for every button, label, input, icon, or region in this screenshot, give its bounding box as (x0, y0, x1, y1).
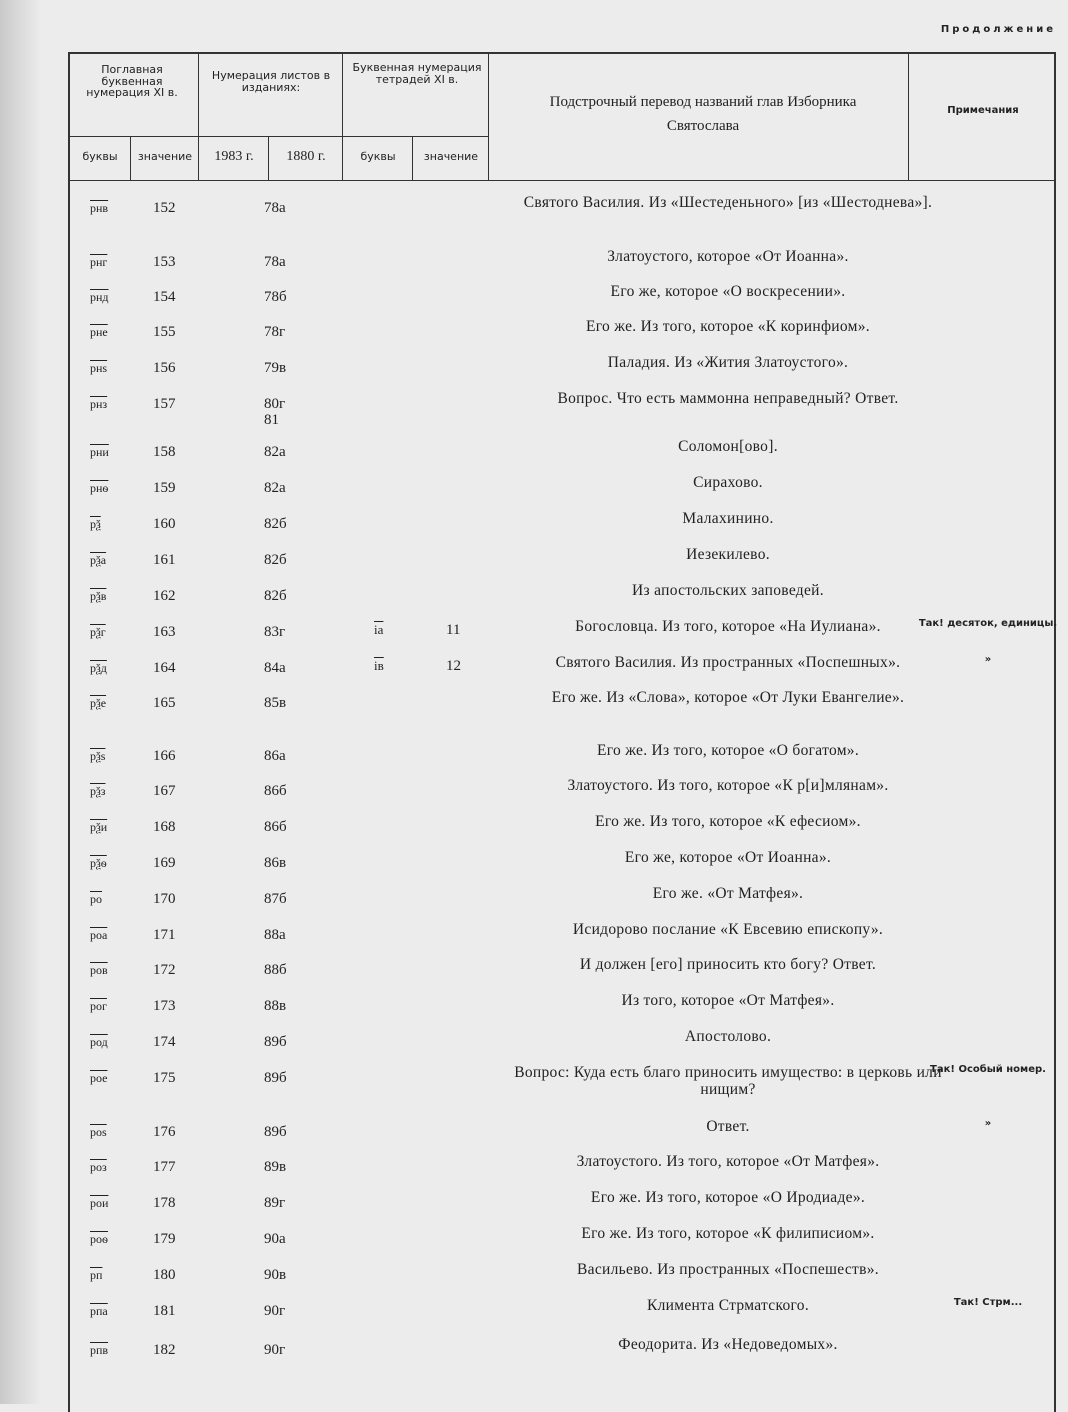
row-title: Сирахово. (693, 474, 763, 491)
table-row (68, 1189, 1056, 1227)
row-letter: рѯи (90, 820, 108, 834)
row-sheet-1983: 78б (264, 289, 287, 305)
header-sub-letters: буквы (82, 150, 118, 163)
row-value: 174 (153, 1034, 176, 1050)
row-letter: ро (90, 892, 102, 906)
row-sheet-1983: 90г (264, 1342, 286, 1358)
row-letter: рѯѕ (90, 749, 106, 763)
row-note: Так! Особый номер. (930, 1064, 1046, 1075)
row-sheet-1983: 82а (264, 480, 286, 496)
row-note: » (984, 1118, 992, 1129)
row-letter: рое (90, 1071, 108, 1085)
row-sheet-1983: 90а (264, 1231, 286, 1247)
row-title: Соломон[ово]. (678, 438, 778, 455)
row-title: Его же, которое «От Иоанна». (624, 849, 832, 866)
header-sub-rule-1 (68, 136, 198, 137)
row-title: Ответ. (706, 1118, 750, 1135)
table-row (68, 1336, 1056, 1374)
row-sheet-1983: 82а (264, 444, 286, 460)
row-title: Паладия. Из «Жития Златоустого». (607, 354, 849, 371)
row-value: 161 (153, 552, 176, 568)
row-sheet-1983: 78г (264, 324, 286, 340)
header-divider (268, 136, 269, 180)
row-letter: роѕ (90, 1125, 107, 1139)
table-row (68, 390, 1056, 428)
row-letter: ров (90, 963, 108, 977)
row-letter: рнг (90, 255, 108, 269)
row-sheet-1983: 87б (264, 891, 287, 907)
header-divider (908, 52, 909, 180)
row-sheet-1983: 89б (264, 1124, 287, 1140)
row-title: Вопрос: Куда есть благо приносить имущество: в церковь или нищим? (514, 1064, 942, 1098)
row-sheet-1983: 89б (264, 1034, 287, 1050)
row-title: Из того, которое «От Матфея». (621, 992, 835, 1009)
row-letter: рнѳ (90, 481, 109, 495)
row-note: » (984, 654, 992, 665)
row-value: 153 (153, 254, 176, 270)
row-title: Златоустого, которое «От Иоанна». (607, 248, 849, 265)
row-title: Его же. Из того, которое «К ефесиом». (595, 813, 861, 830)
table-row (68, 1064, 1056, 1102)
header-sub-rule-3 (342, 136, 488, 137)
row-sheet-1983: 83г (264, 624, 286, 640)
row-sheet-1983: 86б (264, 783, 287, 799)
row-value: 180 (153, 1267, 176, 1283)
row-title: Его же. «От Матфея». (652, 885, 804, 902)
row-value: 177 (153, 1159, 176, 1175)
table-row (68, 1261, 1056, 1299)
row-letter: рп (90, 1268, 103, 1282)
table-row (68, 1225, 1056, 1263)
row-sheet-1983: 86в (264, 855, 287, 871)
row-title: Климента Стрматского. (646, 1297, 810, 1314)
row-value: 166 (153, 748, 176, 764)
row-title: Его же. Из того, которое «О Иродиаде». (590, 1189, 866, 1206)
row-value: 163 (153, 624, 176, 640)
row-value: 178 (153, 1195, 176, 1211)
row-notebook-value: 11 (446, 622, 461, 638)
row-letter: рнв (90, 201, 109, 215)
row-sheet-1983: 78а (264, 200, 286, 216)
row-notebook-letter: іа (374, 622, 384, 637)
header-sub-value: значение (137, 150, 193, 163)
row-value: 160 (153, 516, 176, 532)
row-letter: рѯе (90, 696, 107, 710)
header-bottom-rule (68, 180, 1056, 181)
row-value: 179 (153, 1231, 176, 1247)
header-sub-letters-notebook: буквы (360, 150, 396, 163)
row-sheet-1983: 89в (264, 1159, 287, 1175)
table-row (68, 283, 1056, 321)
header-notes: Примечания (947, 105, 1019, 116)
row-title: Апостолово. (684, 1028, 772, 1045)
row-letter: рѯа (90, 553, 107, 567)
row-letter: роз (90, 1160, 107, 1174)
page-binding-shadow (0, 0, 40, 1404)
row-value: 176 (153, 1124, 176, 1140)
row-title: Его же. Из того, которое «К коринфиом». (586, 318, 870, 335)
row-title: Исидорово послание «К Евсевию епископу». (572, 921, 884, 938)
header-divider (488, 52, 489, 180)
row-sheet-1983: 82б (264, 588, 287, 604)
row-letter: рнѕ (90, 361, 108, 375)
row-value: 158 (153, 444, 176, 460)
row-letter: рни (90, 445, 109, 459)
row-title: Его же, которое «О воскресении». (610, 283, 846, 300)
header-divider (130, 136, 131, 180)
table-row (68, 1028, 1056, 1066)
table-row (68, 1297, 1056, 1335)
row-title: Васильево. Из пространных «Поспешеств». (577, 1261, 879, 1278)
header-sub-1983: 1983 г. (214, 149, 254, 164)
header-initial-numbering: Поглавная буквенная нумерация XI в. (86, 63, 178, 100)
row-value: 182 (153, 1342, 176, 1358)
table-row (68, 849, 1056, 887)
row-letter: рѯѳ (90, 856, 107, 870)
row-sheet-1983: 90в (264, 1267, 287, 1283)
row-value: 156 (153, 360, 176, 376)
row-value: 152 (153, 200, 176, 216)
continued-label: Продолжение (940, 24, 1056, 35)
row-sheet-1983: 88б (264, 962, 287, 978)
table-row (68, 546, 1056, 584)
row-note: Так! Стрм... (953, 1297, 1023, 1308)
row-sheet-1983: 84а (264, 660, 286, 676)
table-row (68, 194, 1056, 232)
table-row (68, 956, 1056, 994)
row-value: 181 (153, 1303, 176, 1319)
row-value: 168 (153, 819, 176, 835)
row-sheet-extra: 81 (264, 412, 279, 428)
row-sheet-1983: 85в (264, 695, 287, 711)
row-value: 159 (153, 480, 176, 496)
row-sheet-1983: 79в (264, 360, 287, 376)
row-sheet-1983: 82б (264, 516, 287, 532)
row-letter: рѯ (90, 517, 101, 531)
row-sheet-1983: 80г (264, 396, 286, 412)
row-sheet-1983: 86а (264, 748, 286, 764)
table-row (68, 474, 1056, 512)
header-notebook-numbering: Буквенная нумерация тетрадей XI в. (352, 61, 482, 86)
row-value: 173 (153, 998, 176, 1014)
row-letter: рѯв (90, 589, 107, 603)
row-title: Вопрос. Что есть маммонна неправедный? Ответ. (557, 390, 899, 407)
row-letter: рне (90, 325, 108, 339)
row-value: 169 (153, 855, 176, 871)
row-value: 155 (153, 324, 176, 340)
table-row (68, 582, 1056, 620)
table-row (68, 248, 1056, 286)
row-value: 170 (153, 891, 176, 907)
header-sub-value-notebook: значение (423, 150, 479, 163)
row-value: 157 (153, 396, 176, 412)
row-title: Феодорита. Из «Недоведомых». (618, 1336, 838, 1353)
header-sheet-numbering: Нумерация листов в изданиях: (211, 69, 331, 94)
table-row (68, 885, 1056, 923)
header-divider (198, 52, 199, 180)
row-note: Так! десяток, единицы. (918, 618, 1058, 629)
row-value: 175 (153, 1070, 176, 1086)
header-divider (412, 136, 413, 180)
row-value: 154 (153, 289, 176, 305)
row-title: Его же. Из того, которое «О богатом». (596, 742, 860, 759)
table-row (68, 742, 1056, 780)
table-row (68, 654, 1056, 692)
row-letter: рнз (90, 397, 108, 411)
row-letter: рѯд (90, 661, 107, 675)
row-letter: рпа (90, 1304, 108, 1318)
row-sheet-1983: 90г (264, 1303, 286, 1319)
row-title: Златоустого. Из того, которое «От Матфея». (576, 1153, 880, 1170)
row-title: Святого Василия. Из «Шестеденьного» [из «Шестоднева»]. (523, 194, 933, 211)
row-sheet-1983: 78а (264, 254, 286, 270)
table-row (68, 438, 1056, 476)
table-row (68, 354, 1056, 392)
row-letter: рои (90, 1196, 109, 1210)
row-value: 167 (153, 783, 176, 799)
header-sub-rule-2 (198, 136, 342, 137)
table-row (68, 777, 1056, 815)
header-sub-1880: 1880 г. (286, 149, 326, 164)
row-notebook-letter: ів (374, 658, 384, 673)
table-row (68, 992, 1056, 1030)
table-row (68, 618, 1058, 656)
row-sheet-1983: 86б (264, 819, 287, 835)
row-sheet-1983: 89б (264, 1070, 287, 1086)
row-title: Святого Василия. Из пространных «Поспешных». (555, 654, 901, 671)
row-title: Из апостольских заповедей. (632, 582, 824, 599)
row-letter: рѯз (90, 784, 106, 798)
header-divider (342, 52, 343, 180)
table-row (68, 921, 1056, 959)
row-title: Его же. Из того, которое «К филиписиом». (581, 1225, 875, 1242)
row-title: Богословца. Из того, которое «На Иулиана». (575, 618, 881, 635)
row-value: 172 (153, 962, 176, 978)
row-letter: рпв (90, 1343, 109, 1357)
row-value: 165 (153, 695, 176, 711)
header-translation: Подстрочный перевод названий глав Изборника Святослава (549, 94, 857, 134)
row-letter: роа (90, 928, 108, 942)
row-letter: рог (90, 999, 107, 1013)
table-row (68, 510, 1056, 548)
row-value: 164 (153, 660, 176, 676)
row-letter: роѳ (90, 1232, 108, 1246)
table-row (68, 1118, 1056, 1156)
table-row (68, 318, 1056, 356)
row-letter: рѯг (90, 625, 106, 639)
row-title: Его же. Из «Слова», которое «От Луки Евангелие». (551, 689, 905, 706)
row-letter: рнд (90, 290, 109, 304)
row-notebook-value: 12 (446, 658, 461, 674)
row-value: 171 (153, 927, 176, 943)
row-sheet-1983: 88в (264, 998, 287, 1014)
table-row (68, 1153, 1056, 1191)
row-title: Златоустого. Из того, которое «К р[и]млянам». (567, 777, 889, 794)
row-sheet-1983: 82б (264, 552, 287, 568)
row-sheet-1983: 89г (264, 1195, 286, 1211)
row-title: Иезекилево. (686, 546, 770, 563)
row-sheet-1983: 88а (264, 927, 286, 943)
row-title: И должен [его] приносить кто богу? Ответ. (579, 956, 877, 973)
row-title: Малахинино. (682, 510, 774, 527)
table-row (68, 689, 1056, 727)
table-row (68, 813, 1056, 851)
row-value: 162 (153, 588, 176, 604)
row-letter: род (90, 1035, 108, 1049)
